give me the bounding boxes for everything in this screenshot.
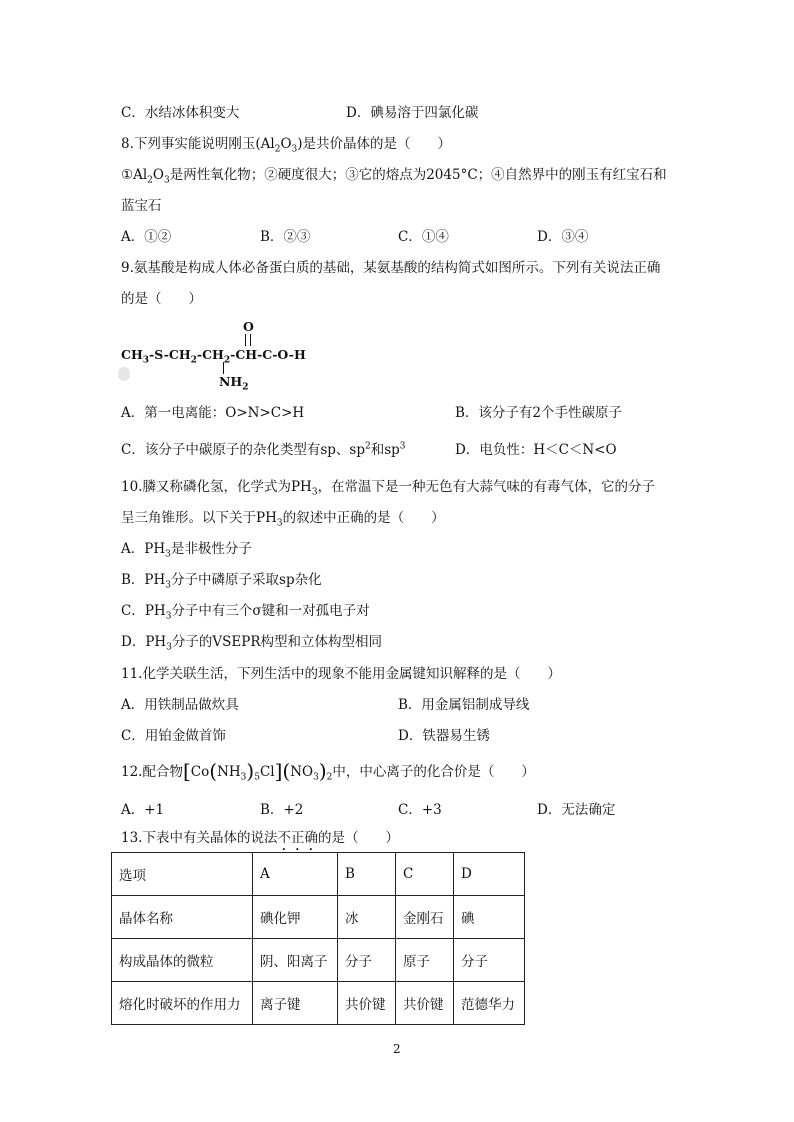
table-cell: A <box>253 853 338 896</box>
q10-stem-line1: 10.膦又称磷化氢，化学式为$PH_3$，在常温下是一种无色有大蒜气味的有毒气体，它的分子 <box>121 479 656 498</box>
q11-option-a: A．用铁制品做炊具 <box>121 697 239 713</box>
q12-option-b: B．+2 <box>260 802 304 818</box>
table-cell: 分子 <box>338 939 396 982</box>
table-cell: B <box>338 853 396 896</box>
q12-option-a: A．+1 <box>121 802 165 818</box>
table-row <box>112 896 525 939</box>
table-row <box>112 939 525 982</box>
q9-option-d: D．电负性：H＜C＜N<O <box>455 442 617 458</box>
q8-option-b: B．②③ <box>260 229 311 245</box>
q13-stem: 13.下表中有关晶体的说法不正确的是（ ） <box>121 830 399 846</box>
q9-option-b: B．该分子有2个手性碳原子 <box>455 405 623 421</box>
table-cell: 碘 <box>454 896 525 939</box>
q8-facts-cont: 蓝宝石 <box>121 198 162 214</box>
q12-stem: 12.配合物$[Co(NH_3)_5Cl](NO_3)_2$中，中心离子的化合价是（ ） <box>121 759 535 783</box>
table-cell: D <box>454 853 525 896</box>
q10-option-d: D．$PH_3$分子的VSEPR构型和立体构型相同 <box>121 634 383 653</box>
carbonyl-oxygen: O <box>243 319 254 334</box>
table-cell: C <box>396 853 454 896</box>
table-cell: 熔化时破坏的作用力 <box>112 982 253 1025</box>
q8-option-d: D．③④ <box>537 229 589 245</box>
q8-option-c: C．①④ <box>398 229 449 245</box>
q8-stem: 8.下列事实能说明刚玉$(Al_2O_3)$是共价晶体的是（ ） <box>121 136 452 155</box>
table-cell: 分子 <box>454 939 525 982</box>
scan-artifact <box>118 367 130 381</box>
q12-option-d: D．无法确定 <box>537 802 616 818</box>
q8-option-a: A．①② <box>121 229 172 245</box>
table-cell: 共价键 <box>338 982 396 1025</box>
table-cell: 离子键 <box>253 982 338 1025</box>
table-row <box>112 982 525 1025</box>
q9-option-a: A．第一电离能：O>N>C>H <box>121 405 305 421</box>
table-cell: 冰 <box>338 896 396 939</box>
q9-stem-line1: 9.氨基酸是构成人体必备蛋白质的基础，某氨基酸的结构简式如图所示。下列有关说法正确 <box>121 260 661 276</box>
q8-facts: $①Al_2O_3$是两性氧化物；②硬度很大；③它的熔点为2045°C；④自然界中的刚玉有红宝石和 <box>121 167 667 186</box>
table-cell: 范德华力 <box>454 982 525 1025</box>
q10-option-b: B．$PH_3$分子中磷原子采取sp杂化 <box>121 572 322 591</box>
table-cell: 金刚石 <box>396 896 454 939</box>
table-cell: 构成晶体的微粒 <box>112 939 253 982</box>
q9-option-c: C．该分子中碳原子的杂化类型有sp、$sp^2$和$sp^3$ <box>121 441 406 458</box>
q11-option-d: D．铁器易生锈 <box>398 728 490 744</box>
q10-option-a: A．$PH_3$是非极性分子 <box>121 541 252 560</box>
amino-bond <box>223 362 224 374</box>
table-cell: 选项 <box>112 853 253 896</box>
crystal-table <box>111 852 525 1025</box>
q11-option-c: C．用铂金做首饰 <box>121 728 226 744</box>
q11-stem: 11.化学关联生活，下列生活中的现象不能用金属键知识解释的是（ ） <box>121 666 561 682</box>
table-cell: 晶体名称 <box>112 896 253 939</box>
q11-option-b: B．用金属铝制成导线 <box>398 697 530 713</box>
table-cell: 碘化钾 <box>253 896 338 939</box>
q10-stem-line2: 呈三角锥形。以下关于$PH_3$的叙述中正确的是（ ） <box>121 510 445 529</box>
q9-stem-line2: 的是（ ） <box>121 291 202 307</box>
q12-option-c: C．+3 <box>398 802 442 818</box>
table-row <box>112 853 525 896</box>
formula-chain: $CH_3-S-CH_2-CH_2-CH-C-O-H$ <box>121 347 306 366</box>
q7-option-c: C．水结冰体积变大 <box>121 105 240 121</box>
table-cell: 共价键 <box>396 982 454 1025</box>
q7-option-d: D．碘易溶于四氯化碳 <box>346 105 479 121</box>
table-cell: 阴、阳离子 <box>253 939 338 982</box>
double-bond <box>245 334 251 346</box>
amino-group: $NH_2$ <box>219 374 249 393</box>
page-number: 2 <box>393 1042 401 1056</box>
q10-option-c: C．$PH_3$分子中有三个σ键和一对孤电子对 <box>121 603 370 622</box>
table-cell: 原子 <box>396 939 454 982</box>
